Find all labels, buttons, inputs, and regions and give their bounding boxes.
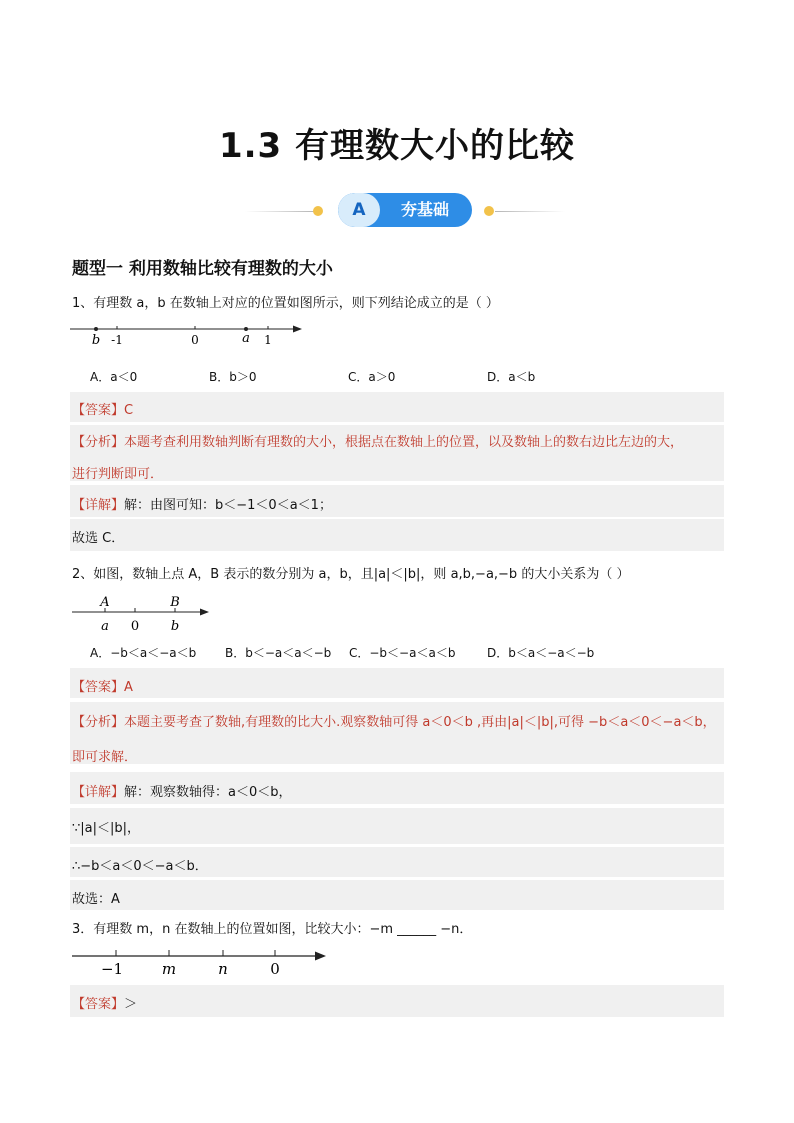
banner-dot-left [313,206,323,216]
label-one: 1 [264,333,272,347]
q1-answer [72,399,133,418]
detail-text: 解：由图可知：b＜−1＜0＜a＜1； [124,498,332,513]
label-b: b [170,619,180,634]
level-label: 夯基础 [400,200,449,219]
q1-analysis-line-2: 进行判断即可． [72,467,164,482]
level-banner [0,192,794,228]
q2-conclusion-box [70,880,724,910]
q2-answer-box [70,668,724,698]
banner-divider-left [245,211,315,212]
label-B: B [170,595,180,610]
option-d[interactable]: D．b＜a＜−a＜−b [487,646,595,660]
label-neg1: −1 [100,960,124,978]
label-zero: 0 [270,960,280,978]
q2-answer [72,676,133,695]
q2-analysis-line-1 [72,711,716,730]
level-letter: A [338,193,380,227]
detail-text: 解：观察数轴得：a＜0＜b， [124,785,292,800]
label-zero: 0 [130,619,140,634]
label-m: m [161,960,177,978]
label-a: a [242,331,250,346]
q2-detail-line-1 [72,781,292,800]
question-2-stem: 2、如图，数轴上点 A，B 表示的数分别为 a，b，且|a|＜|b|，则 a,b,−a,−b 的大小关系为（ ） [72,567,630,582]
label-b: b [91,333,101,348]
label-A: A [100,595,110,610]
option-c[interactable]: C．a＞0 [348,370,396,384]
section-heading: 题型一 利用数轴比较有理数的大小 [72,259,333,279]
q3-answer [72,993,137,1012]
page-title: 1.3 有理数大小的比较 [218,126,576,166]
analysis-tag: 【分析】 [72,715,125,730]
analysis-text: 本题主要考查了数轴,有理数的比大小.观察数轴可得 a＜0＜b ,再由|a|＜|b|,可得 −b＜a＜0＜−a＜b， [124,715,716,730]
label-a: a [101,619,109,634]
q1-analysis-line-1 [72,431,683,450]
q2-detail-box-2 [70,808,724,844]
axis-arrow [200,609,209,616]
q1-answer-box [70,392,724,422]
answer-tag: 【答案】 [72,680,125,695]
point-b [94,327,98,331]
question-2-number-line [70,590,220,636]
axis-arrow [293,326,302,333]
question-1-stem: 1、有理数 a，b 在数轴上对应的位置如图所示，则下列结论成立的是（ ） [72,296,499,311]
answer-value: ＞ [124,997,138,1012]
answer-tag: 【答案】 [72,403,125,418]
q2-detail-line-3: ∴−b＜a＜0＜−a＜b． [72,859,208,874]
q2-conclusion: 故选：A [72,892,120,907]
option-b[interactable]: B．b＞0 [209,370,257,384]
answer-value: C [124,403,134,418]
analysis-text: 本题考查利用数轴判断有理数的大小，根据点在数轴上的位置，以及数轴上的数右边比左边的大， [124,435,684,450]
label-n: n [218,960,228,978]
option-d[interactable]: D．a＜b [487,370,536,384]
option-a[interactable]: A．a＜0 [90,370,138,384]
detail-tag: 【详解】 [72,498,125,513]
axis-arrow [315,952,326,961]
level-badge [338,193,472,227]
q3-answer-box [70,985,724,1017]
option-a[interactable]: A．−b＜a＜−a＜b [90,646,197,660]
answer-tag: 【答案】 [72,997,125,1012]
q2-detail-line-2: ∵|a|＜|b|， [72,821,141,836]
banner-divider-right [495,211,565,212]
answer-value: A [124,680,133,695]
q2-analysis-line-2: 即可求解． [72,750,138,765]
detail-tag: 【详解】 [72,785,125,800]
question-3-stem: 3．有理数 m，n 在数轴上的位置如图，比较大小：−m ______ −n． [72,922,473,937]
question-1-number-line [70,318,310,350]
question-3-number-line [70,944,332,978]
q1-detail [72,494,332,513]
q1-conclusion-box [70,519,724,551]
option-b[interactable]: B．b＜−a＜a＜−b [225,646,332,660]
q1-conclusion: 故选 C． [72,531,125,546]
analysis-tag: 【分析】 [72,435,125,450]
label-neg1: -1 [111,333,123,347]
option-c[interactable]: C．−b＜−a＜a＜b [349,646,456,660]
label-zero: 0 [191,333,199,347]
banner-dot-right [484,206,494,216]
